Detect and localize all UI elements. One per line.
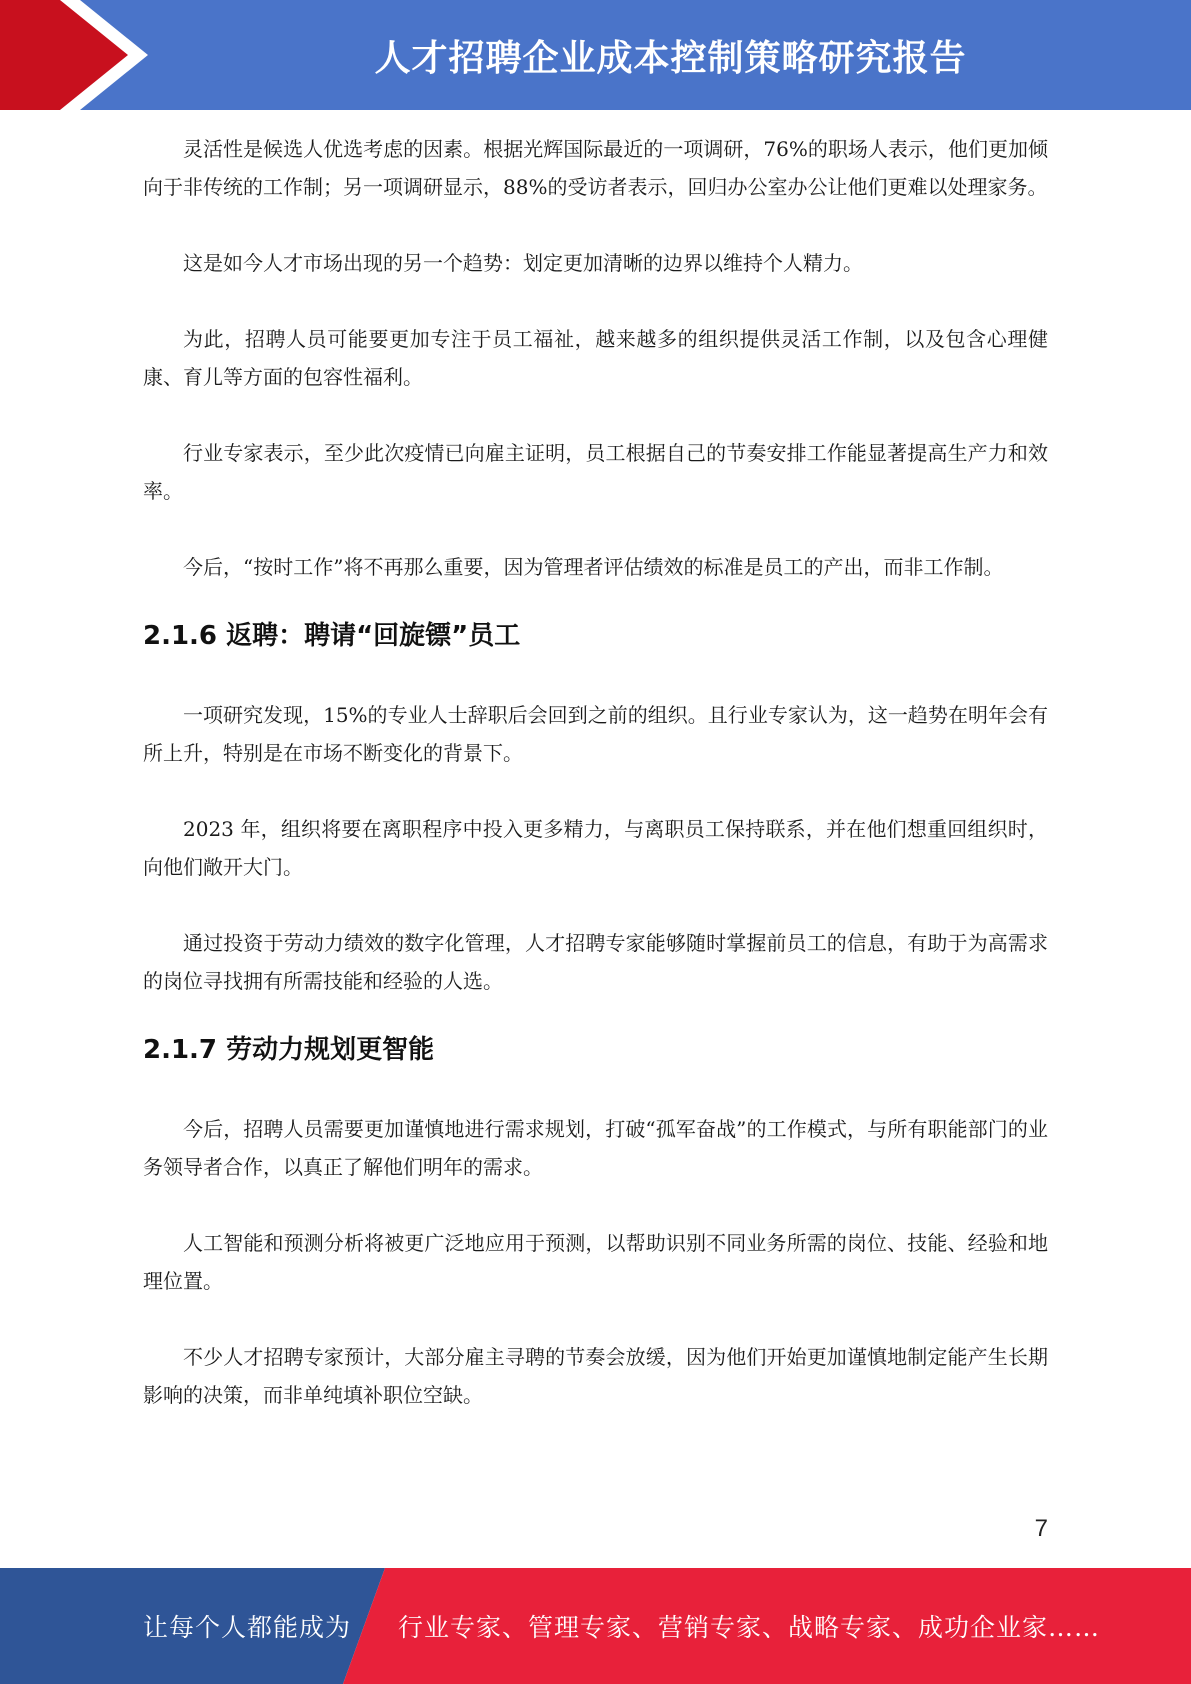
footer-slogan-right: 行业专家、管理专家、营销专家、战略专家、成功企业家…… — [398, 1613, 1101, 1642]
footer-slogan-left: 让每个人都能成为 — [143, 1613, 352, 1642]
page-content — [143, 130, 1048, 1414]
paragraph-hiring-pace: 不少人才招聘专家预计，大部分雇主寻聘的节奏会放缓，因为他们开始更加谨慎地制定能产生长期影响的决策，而非单纯填补职位空缺。 — [143, 1345, 1048, 1407]
paragraph-digital-management: 通过投资于劳动力绩效的数字化管理，人才招聘专家能够随时掌握前员工的信息，有助于为高需求的岗位寻找拥有所需技能和经验的人选。 — [143, 931, 1048, 993]
paragraph-productivity: 行业专家表示，至少此次疫情已向雇主证明，员工根据自己的节奏安排工作能显著提高生产力和效率。 — [143, 441, 1048, 503]
paragraph-demand-planning: 今后，招聘人员需要更加谨慎地进行需求规划，打破“孤军奋战”的工作模式，与所有职能部门的业务领导者合作，以真正了解他们明年的需求。 — [143, 1117, 1048, 1179]
section-heading-boomerang: 2.1.6 返聘：聘请“回旋镖”员工 — [143, 621, 521, 651]
paragraph-boundaries: 这是如今人才市场出现的另一个趋势：划定更加清晰的边界以维持个人精力。 — [183, 251, 863, 275]
paragraph-rehire-study: 一项研究发现，15%的专业人士辞职后会回到之前的组织。且行业专家认为，这一趋势在明年会有所上升，特别是在市场不断变化的背景下。 — [143, 703, 1048, 765]
report-title: 人才招聘企业成本控制策略研究报告 — [374, 37, 967, 79]
paragraph-offboarding: 2023 年，组织将要在离职程序中投入更多精力，与离职员工保持联系，并在他们想重回组织时，向他们敞开大门。 — [143, 817, 1048, 879]
page-footer — [0, 1568, 1191, 1684]
page-header — [0, 0, 1191, 110]
section-heading-workforce-planning: 2.1.7 劳动力规划更智能 — [143, 1035, 435, 1065]
paragraph-ai-forecasting: 人工智能和预测分析将被更广泛地应用于预测，以帮助识别不同业务所需的岗位、技能、经验和地理位置。 — [143, 1231, 1048, 1293]
paragraph-wellbeing: 为此，招聘人员可能要更加专注于员工福祉，越来越多的组织提供灵活工作制，以及包含心理健康、育儿等方面的包容性福利。 — [143, 327, 1048, 389]
paragraph-flexibility: 灵活性是候选人优选考虑的因素。根据光辉国际最近的一项调研，76%的职场人表示，他们更加倾向于非传统的工作制；另一项调研显示，88%的受访者表示，回归办公室办公让他们更难以处理家务。 — [143, 137, 1048, 199]
page-number: 7 — [1034, 1515, 1048, 1542]
paragraph-output: 今后，“按时工作”将不再那么重要，因为管理者评估绩效的标准是员工的产出，而非工作制。 — [183, 555, 1004, 579]
